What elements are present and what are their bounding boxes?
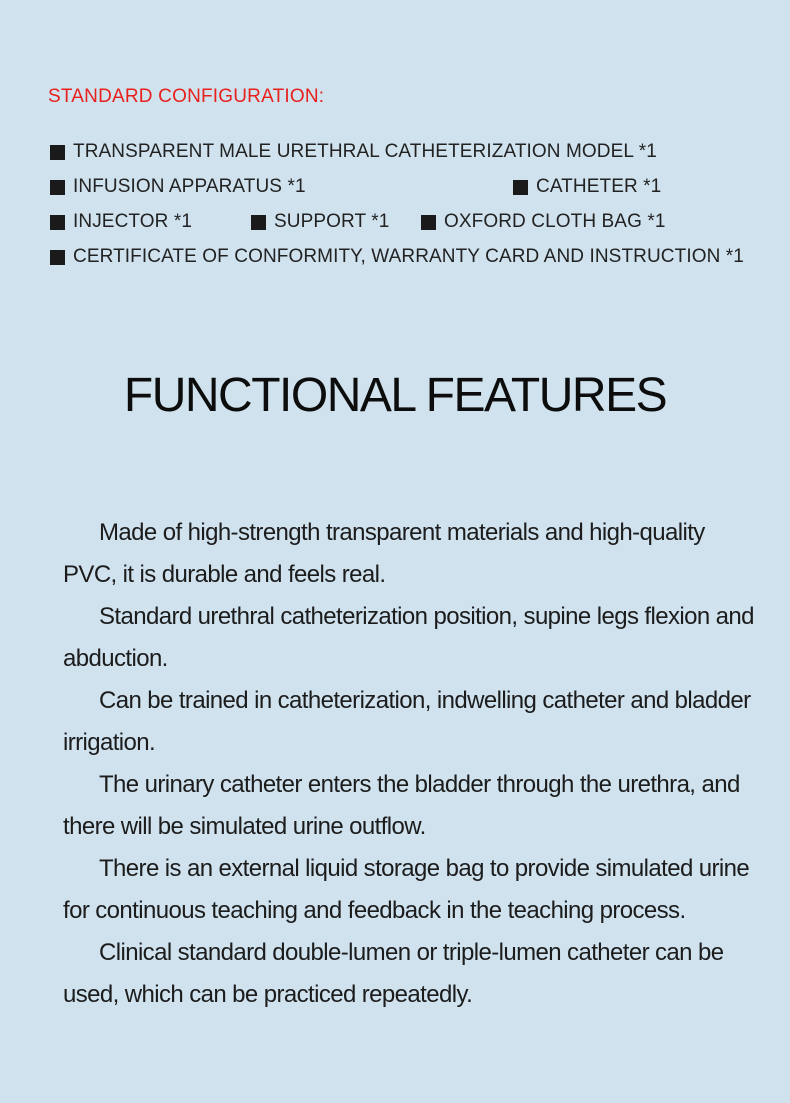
config-item-support	[251, 211, 389, 233]
feature-paragraph: There is an external liquid storage bag to provide simulated urine for continuous teaching and feedback in the teaching process.	[63, 855, 750, 924]
square-bullet-icon	[50, 180, 65, 195]
config-item-certificate	[50, 246, 744, 268]
config-item-catheter	[513, 176, 661, 198]
config-title: STANDARD CONFIGURATION:	[48, 86, 325, 107]
config-item-label: INFUSION APPARATUS *1	[73, 176, 306, 197]
config-item-label: SUPPORT *1	[274, 211, 390, 232]
config-item-label: CATHETER *1	[536, 176, 662, 197]
feature-paragraph: Made of high-strength transparent materials and high-quality PVC, it is durable and feels real.	[63, 519, 705, 588]
config-item-label: OXFORD CLOTH BAG *1	[444, 211, 666, 232]
square-bullet-icon	[251, 215, 266, 230]
config-item-infusion	[50, 176, 306, 198]
feature-paragraph: Standard urethral catheterization position, supine legs flexion and abduction.	[63, 603, 754, 672]
feature-paragraph: Can be trained in catheterization, indwelling catheter and bladder irrigation.	[63, 687, 751, 756]
config-item-injector	[50, 211, 192, 233]
config-item-bag	[421, 211, 666, 233]
feature-paragraph: The urinary catheter enters the bladder through the urethra, and there will be simulated urine outflow.	[63, 771, 740, 840]
config-item-model	[50, 141, 657, 163]
square-bullet-icon	[50, 215, 65, 230]
config-item-label: INJECTOR *1	[73, 211, 192, 232]
square-bullet-icon	[50, 145, 65, 160]
features-body	[63, 512, 763, 1016]
feature-paragraph: Clinical standard double-lumen or triple-lumen catheter can be used, which can be practiced repeatedly.	[63, 939, 724, 1008]
features-title: FUNCTIONAL FEATURES	[123, 369, 667, 422]
square-bullet-icon	[513, 180, 528, 195]
config-item-label: CERTIFICATE OF CONFORMITY, WARRANTY CARD AND INSTRUCTION *1	[73, 246, 744, 267]
square-bullet-icon	[50, 250, 65, 265]
square-bullet-icon	[421, 215, 436, 230]
config-item-label: TRANSPARENT MALE URETHRAL CATHETERIZATION MODEL *1	[73, 141, 657, 162]
